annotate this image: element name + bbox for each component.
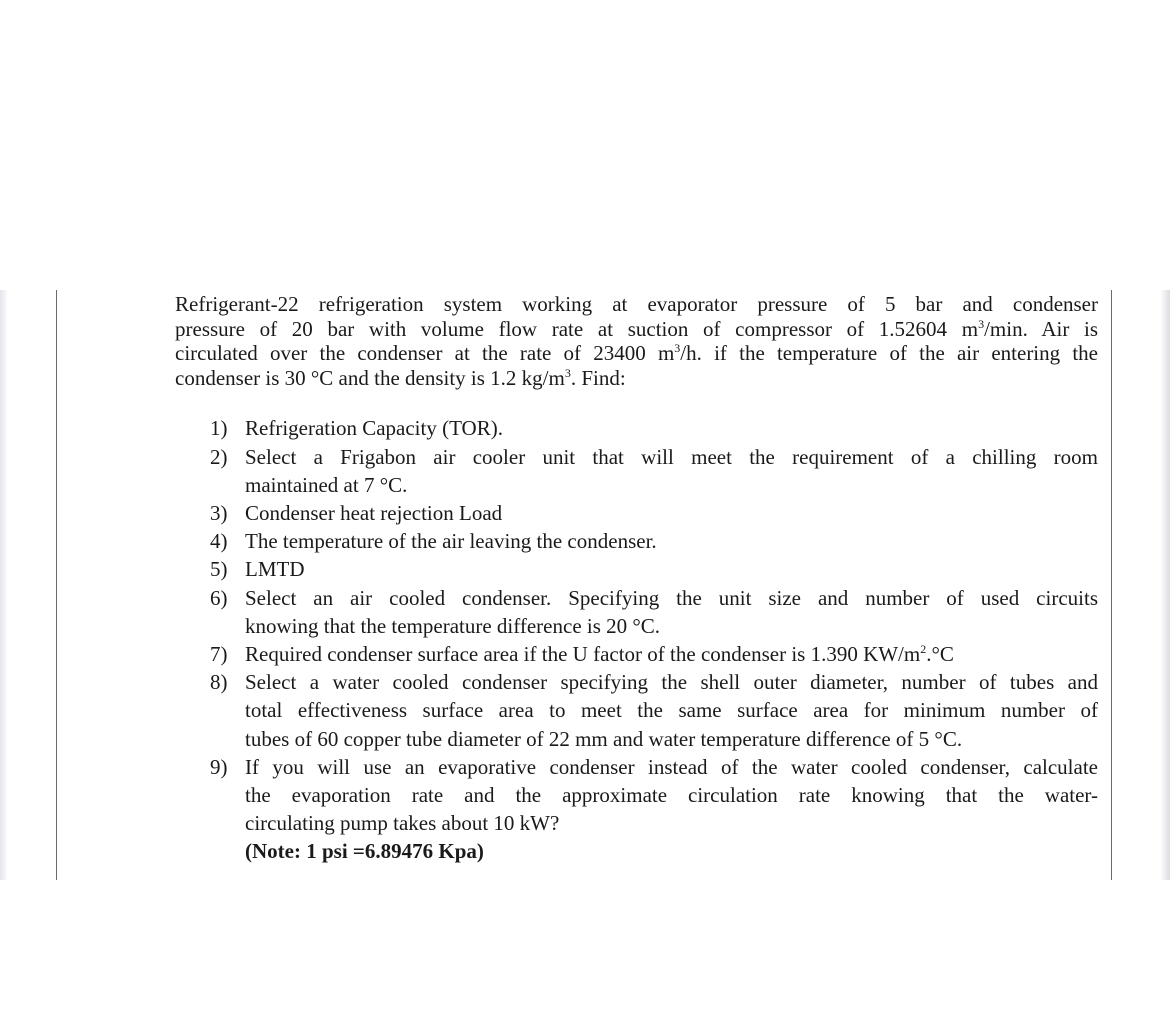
intro-line-4: condenser is 30 °C and the density is 1.2 $kg/m^3$. Find: xyxy=(175,365,626,390)
question-number: 7) xyxy=(210,642,228,666)
problem-statement xyxy=(175,292,1098,390)
page-edge-right xyxy=(1160,290,1170,880)
question-number: 6) xyxy=(210,585,228,610)
page-border-left xyxy=(56,290,57,880)
question-text: Condenser heat rejection Load xyxy=(245,500,503,525)
page-edge-left xyxy=(0,290,8,880)
question-text: The temperature of the air leaving the condenser. xyxy=(245,529,657,554)
question-text: Required condenser surface area if the U factor of the condenser is 1.390 $KW/m^2.^\circ C$ xyxy=(245,642,954,666)
note: (Note: 1 psi =6.89476 Kpa) xyxy=(245,839,484,864)
question-number: 2) xyxy=(210,444,228,469)
question-number: 9) xyxy=(210,754,228,779)
question-text: Select an air cooled condenser. Specifying the unit size and number of used circuits knowing that the temperature difference is 20 °C. xyxy=(245,585,1098,638)
question-item xyxy=(175,414,1098,442)
question-item xyxy=(175,499,1098,527)
question-number: 4) xyxy=(210,529,228,554)
intro-line-3: circulated over the condenser at the rate of 23400 $m^3/h$. if the temperature of the air entering the xyxy=(175,341,1098,366)
question-number: 5) xyxy=(210,557,228,582)
question-item xyxy=(175,584,1098,640)
question-item xyxy=(175,753,1098,838)
question-item xyxy=(175,527,1098,555)
question-text: LMTD xyxy=(245,557,305,582)
question-text: If you will use an evaporative condenser instead of the water cooled condenser, calculate the evaporation rate and the approximate circulation rate knowing that the water- circulating pump takes about 10 kW? xyxy=(245,754,1098,836)
question-text: Select a water cooled condenser specifying the shell outer diameter, number of tubes and total effectiveness surface area to meet the same surface area for minimum number of tubes of 60 copper tube diameter of 22 mm and water temperature difference of 5 °C. xyxy=(245,670,1098,751)
question-item xyxy=(175,443,1098,499)
question-number: 1) xyxy=(210,416,228,441)
problem-document xyxy=(175,292,1098,866)
question-number: 8) xyxy=(210,670,228,695)
question-number: 3) xyxy=(210,500,228,525)
question-item xyxy=(175,640,1098,668)
question-list xyxy=(175,414,1098,837)
question-text: Refrigeration Capacity (TOR). xyxy=(245,416,503,441)
intro-line-1: Refrigerant-22 refrigeration system working at evaporator pressure of 5 bar and condenser xyxy=(175,292,1098,316)
question-item xyxy=(175,555,1098,583)
question-text: Select a Frigabon air cooler unit that will meet the requirement of a chilling room maintained at 7 °C. xyxy=(245,444,1098,497)
page-border-right xyxy=(1111,290,1112,880)
question-item xyxy=(175,668,1098,753)
intro-line-2: pressure of 20 bar with volume flow rate at suction of compressor of 1.52604 $m^3/\min$. Air is xyxy=(175,316,1098,341)
